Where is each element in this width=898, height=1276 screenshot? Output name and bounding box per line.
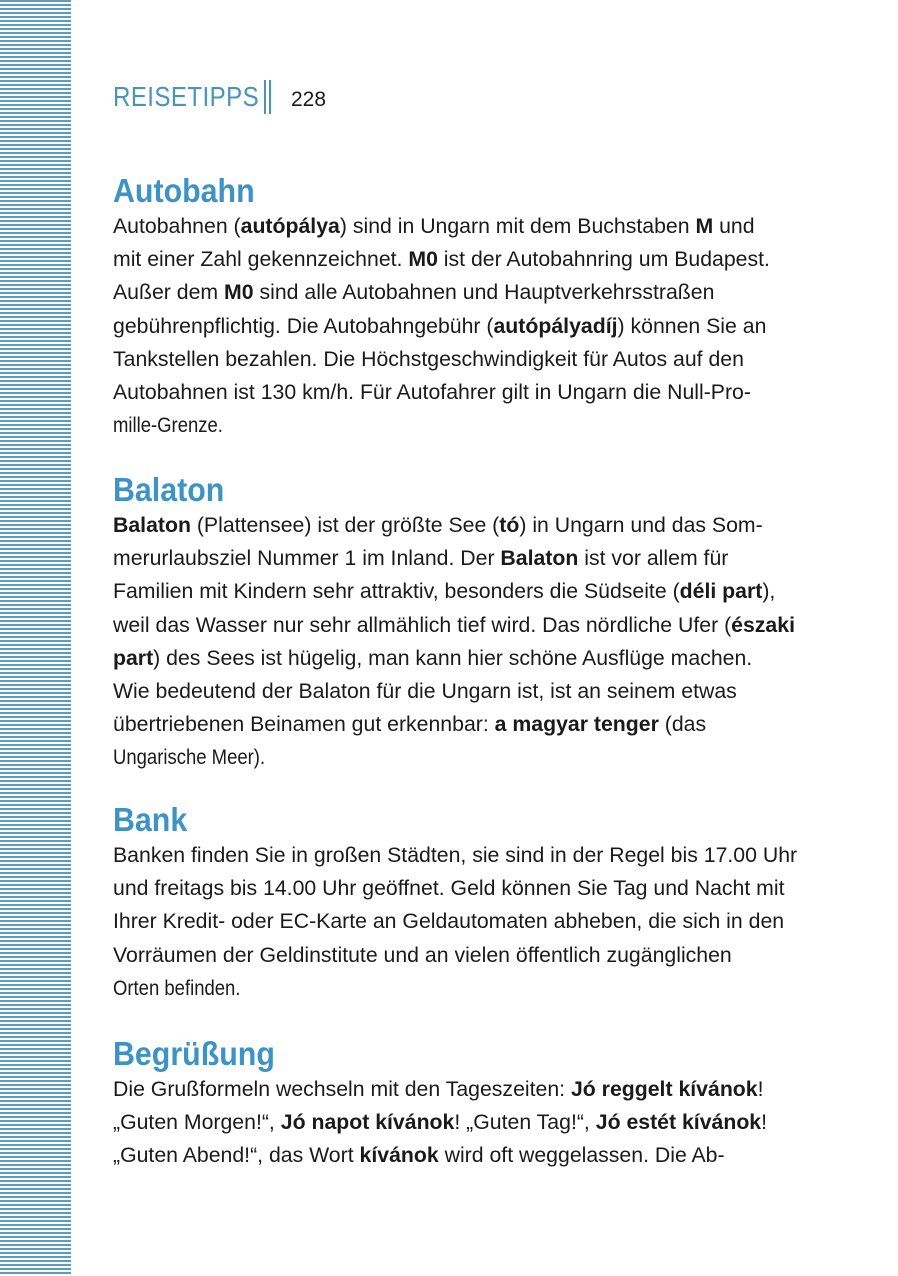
entry-heading: Bank [113, 801, 188, 838]
text-run: ! [761, 1110, 768, 1135]
entry-body [113, 509, 813, 775]
text-run: übertriebenen Beinamen gut erkennbar: [113, 712, 495, 737]
page-number: 228 [291, 88, 327, 111]
text-run: Familien mit Kindern sehr attraktiv, besonders die Südseite ( [113, 579, 680, 604]
text-line [113, 1106, 805, 1139]
hungarian-term: Balaton [113, 513, 191, 537]
hungarian-term: kívánok [359, 1143, 439, 1168]
entry-heading: Balaton [113, 471, 225, 508]
hungarian-term: a magyar tenger [494, 712, 659, 737]
hungarian-term: északi [731, 612, 795, 637]
hungarian-term: part [113, 645, 154, 670]
text-line [113, 243, 805, 276]
hungarian-term: Jó estét kívánok [595, 1110, 762, 1135]
text-line [113, 609, 805, 642]
text-run: merurlaubsziel Nummer 1 im Inland. Der [113, 546, 501, 571]
text-run: sind alle Autobahnen und Hauptverkehrsstraßen [253, 280, 715, 305]
text-run: Ihrer Kredit- oder EC-Karte an Geldautomaten abheben, die sich in den [113, 909, 785, 934]
section-label: REISETIPPS [113, 81, 260, 112]
text-run: ist der Autobahnring um Budapest. [437, 247, 770, 272]
text-run: ) können Sie an [617, 313, 767, 338]
text-line [113, 376, 805, 409]
text-run: ) des Sees ist hügelig, man kann hier schöne Ausflüge machen. [153, 645, 753, 670]
text-run: Orten befinden. [113, 975, 241, 1000]
text-run: Vorräumen der Geldinstitute und an vielen öffentlich zugänglichen [113, 942, 732, 967]
text-line [113, 1139, 805, 1172]
entry-heading: Begrüßung [113, 1035, 275, 1072]
text-line [113, 542, 805, 575]
text-run: wird oft weggelassen. Die Ab- [438, 1143, 725, 1168]
text-run: „Guten Abend!“, das Wort [113, 1143, 360, 1168]
hungarian-term: autópálya [240, 214, 340, 238]
text-run: ) sind in Ungarn mit dem Buchstaben [339, 214, 696, 238]
text-line [113, 839, 805, 872]
double-bar-divider [264, 80, 271, 114]
text-line [113, 409, 715, 442]
text-line [113, 210, 805, 243]
text-line [113, 575, 805, 608]
text-run: Autobahnen ( [113, 214, 241, 238]
text-run: Die Grußformeln wechseln mit den Tageszeiten: [113, 1077, 571, 1101]
entry-body [113, 1073, 813, 1173]
hungarian-term: tó [499, 513, 520, 537]
text-run: Autobahnen ist 130 km/h. Für Autofahrer gilt in Ungarn die Null-Pro- [113, 380, 751, 405]
hungarian-term: Balaton [500, 546, 579, 571]
text-run: und freitags bis 14.00 Uhr geöffnet. Geld können Sie Tag und Nacht mit [113, 876, 785, 901]
entry-body [113, 210, 813, 442]
text-line [113, 642, 805, 675]
entry-bank [113, 801, 813, 1005]
text-run: Banken finden Sie in großen Städten, sie sind in der Regel bis 17.00 Uhr [113, 843, 798, 867]
text-line [113, 276, 805, 309]
text-run: und [713, 214, 755, 238]
text-run: ist vor allem für [578, 546, 729, 571]
entry-heading: Autobahn [113, 172, 255, 209]
text-run: ) in Ungarn und das Som- [519, 513, 763, 537]
text-line [113, 905, 805, 938]
text-line [113, 741, 715, 774]
text-line [113, 972, 715, 1005]
hungarian-term: Jó reggelt kívánok [570, 1077, 758, 1101]
text-run: (Plattensee) ist der größte See ( [190, 513, 500, 537]
text-run: weil das Wasser nur sehr allmählich tief wird. Das nördliche Ufer ( [113, 612, 732, 637]
text-run: „Guten Morgen!“, [113, 1110, 281, 1135]
text-run: gebührenpflichtig. Die Autobahngebühr ( [113, 313, 494, 338]
text-line [113, 939, 805, 972]
entry-begruessung [113, 1035, 813, 1173]
text-run: mille-Grenze. [113, 413, 223, 438]
text-run: Ungarische Meer). [113, 745, 266, 770]
text-run: Wie bedeutend der Balaton für die Ungarn ist, ist an seinem etwas [113, 679, 737, 704]
text-run: ! [757, 1077, 764, 1101]
text-run: mit einer Zahl gekennzeichnet. [113, 247, 409, 272]
entry-autobahn [113, 172, 813, 442]
text-line [113, 343, 805, 376]
hungarian-term: M0 [408, 247, 438, 272]
hungarian-term: M [695, 214, 714, 238]
text-run: Tankstellen bezahlen. Die Höchstgeschwindigkeit für Autos auf den [113, 346, 744, 371]
hungarian-term: déli part [679, 579, 763, 604]
text-line [113, 1073, 805, 1106]
running-header [113, 80, 326, 114]
text-line [113, 872, 805, 905]
text-run: ), [762, 579, 776, 604]
hungarian-term: autópályadíj [493, 313, 618, 338]
text-line [113, 310, 805, 343]
hungarian-term: M0 [224, 280, 254, 305]
text-run: ! „Guten Tag!“, [454, 1110, 596, 1135]
entry-balaton [113, 471, 813, 775]
decorative-stripe-margin [0, 0, 71, 1276]
text-line [113, 675, 805, 708]
text-run: Außer dem [113, 280, 225, 305]
entry-body [113, 839, 813, 1005]
text-run: (das [658, 712, 707, 737]
text-line [113, 708, 805, 741]
text-line [113, 509, 805, 542]
hungarian-term: Jó napot kívánok [280, 1110, 455, 1135]
